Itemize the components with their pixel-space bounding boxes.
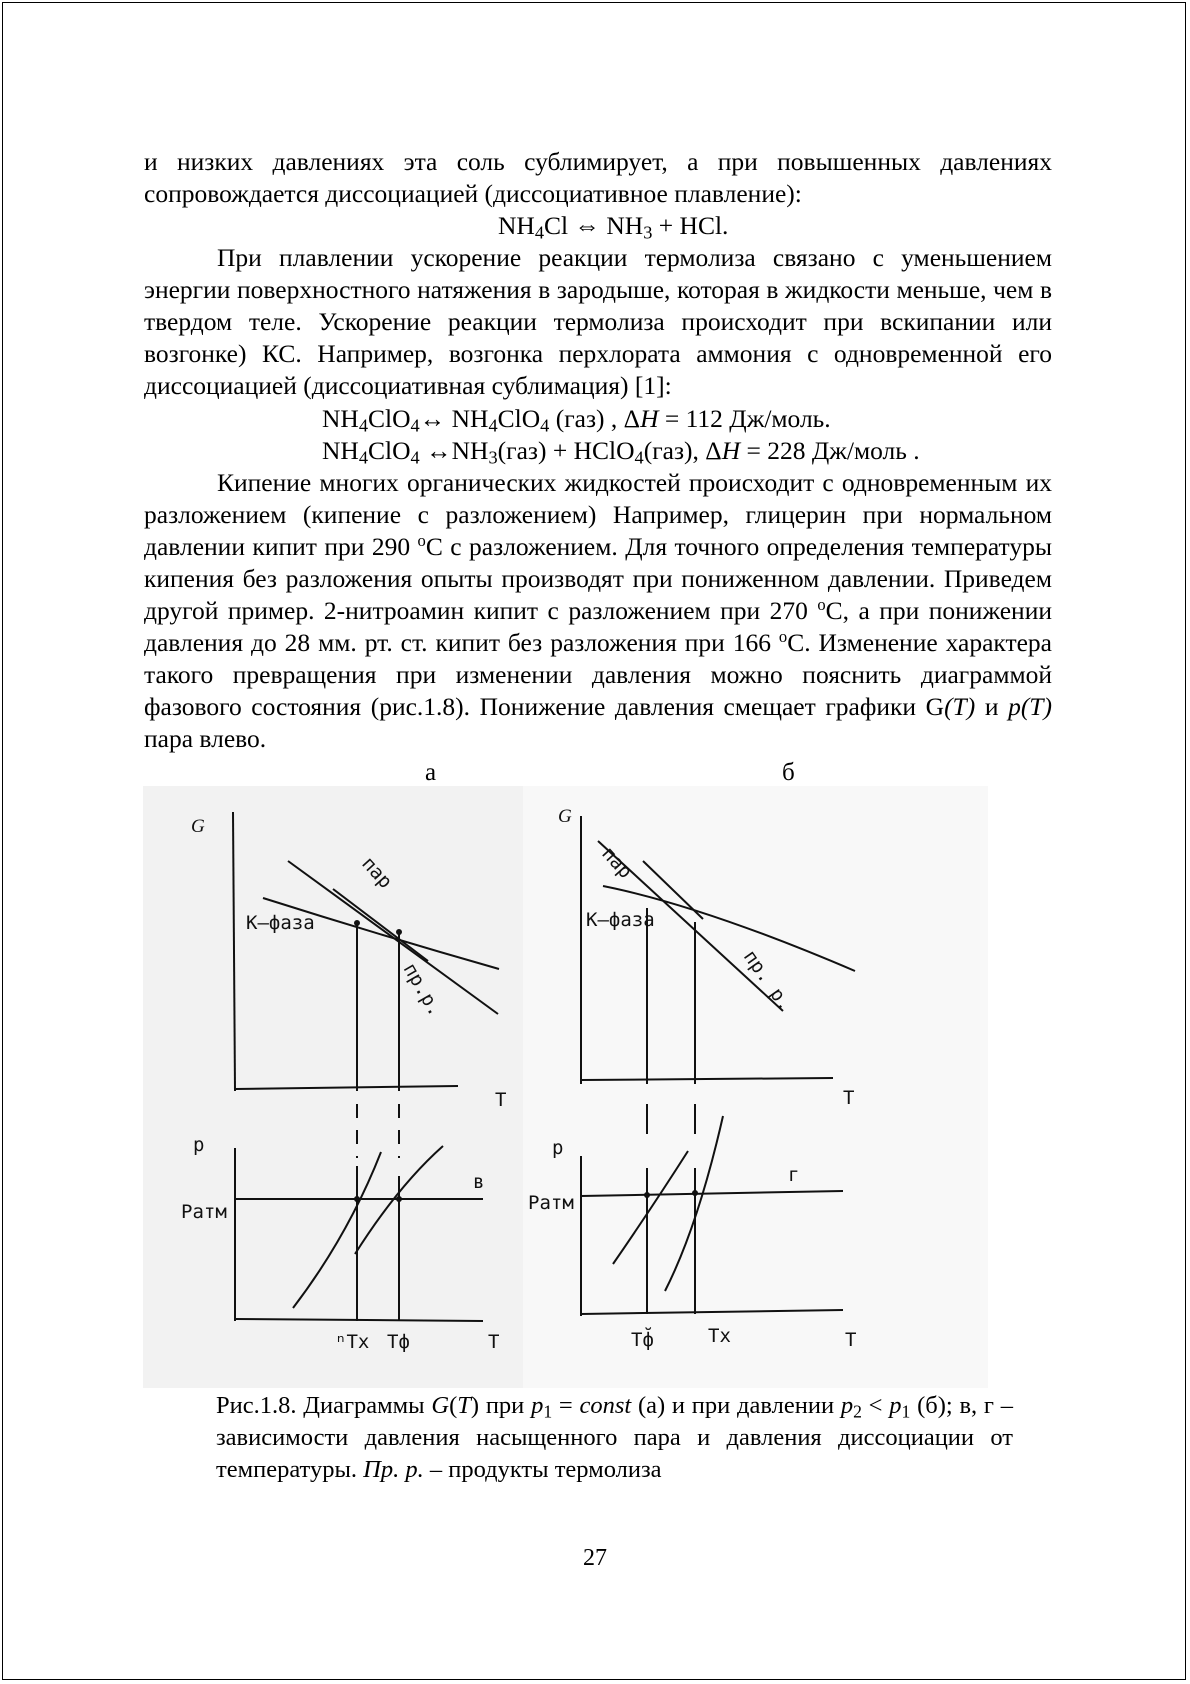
products-label-a: пр.р.: [398, 959, 447, 1021]
phase-diagram-figure: [143, 786, 988, 1388]
p-curve-1-v: [293, 1152, 381, 1308]
figure-label-b: б: [782, 759, 795, 786]
k-phase-label-b: К–фаза: [586, 909, 655, 931]
text-italic: p(T): [1008, 692, 1052, 721]
figure-label-a: а: [425, 759, 437, 786]
paragraph-3: [144, 467, 1052, 755]
t-axis-label-b: T: [843, 1087, 855, 1109]
intersection-point: [644, 1192, 650, 1198]
formula-sub: 4: [358, 415, 369, 436]
formula-sub: 4: [410, 415, 420, 436]
text-run: С. Изменение характера такого превращения при изменении давления можно пояснить диаграммой фазового состояния (рис.1.8). Понижение давления смещает графики G: [144, 628, 1052, 721]
caption-italic: p: [840, 1392, 854, 1419]
caption-run: (: [449, 1392, 458, 1419]
text-run: Кипение многих органических жидкостей происходит с одновременным их разложением (кипение с разложением) Например, глицерин при нормальном давлении кипит при 290: [144, 468, 1052, 561]
page-number: 27: [583, 1545, 607, 1571]
formula-part: Cl: [544, 211, 575, 240]
formula-part: ↔NH: [419, 436, 489, 465]
p-atm-line-g: [581, 1191, 843, 1196]
tx-label-g: Tх: [708, 1325, 731, 1347]
vapor-line-a: [288, 861, 498, 1014]
formula-part: (газ) , Δ: [549, 404, 641, 433]
caption-italic: p: [531, 1392, 544, 1419]
formula-part: NH: [600, 211, 644, 240]
caption-run: <: [861, 1392, 890, 1419]
formula-sub: 4: [410, 447, 420, 468]
formula-sub: 4: [358, 447, 369, 468]
caption-run: (б); в, г – зависимости давления насыщенного пара и давления диссоциации от температуры.: [216, 1392, 1013, 1483]
formula-part: NH: [322, 436, 359, 465]
caption-run: Рис.1.8. Диаграммы: [216, 1392, 432, 1419]
caption-run: ) при: [470, 1392, 532, 1419]
formula-part: NH: [322, 404, 359, 433]
caption-italic: const: [579, 1392, 632, 1419]
intersection-point: [692, 1190, 698, 1196]
caption-sub: 1: [901, 1401, 911, 1422]
formula-part: ClO: [497, 404, 541, 433]
formula-sub: 4: [488, 415, 498, 436]
text-run: С, а при понижении давления до 28 мм. рт. ст. кипит без разложения при 166: [144, 596, 1052, 657]
vapor-label-a: пар: [357, 852, 397, 893]
degree-sign: o: [817, 594, 826, 614]
p-axis-label-v: p: [193, 1134, 205, 1156]
formula-sub: 3: [488, 447, 498, 468]
formula-italic: H: [640, 404, 659, 433]
formula-part: + HCl.: [652, 211, 729, 240]
formula-sublimation: [322, 403, 831, 435]
tx-label-v: ⁿTх: [335, 1331, 370, 1353]
p-atm-label-v: Pатм: [181, 1201, 227, 1223]
formula-sub: 4: [634, 447, 644, 468]
paragraph-2: [144, 242, 1052, 402]
caption-run: =: [552, 1392, 580, 1419]
t-axis-v: [235, 1319, 483, 1321]
panel-label-g: г: [788, 1164, 800, 1186]
g-axis-label-b: G: [558, 806, 572, 827]
formula-nh4cl: [498, 210, 728, 242]
t-axis-g: [581, 1310, 843, 1314]
formula-dissociation: [322, 435, 920, 467]
vapor-label-b: пар: [597, 842, 637, 883]
formula-part: NH: [498, 211, 535, 240]
paragraph-1: [144, 146, 1052, 210]
formula-part: ↔ NH: [419, 404, 489, 433]
formula-sub: 3: [643, 222, 653, 243]
p-curve-1-g: [613, 1151, 688, 1264]
intersection-point: [396, 929, 402, 935]
caption-run: – продукты термолиза: [423, 1456, 662, 1483]
formula-part: = 228 Дж/моль .: [740, 436, 920, 465]
formula-part: = 112 Дж/моль.: [658, 404, 831, 433]
formula-sub: 4: [540, 415, 550, 436]
paragraph-text: и низких давлениях эта соль сублимирует, а при повышенных давлениях сопровождается диссоциацией (диссоциативное плавление):: [144, 147, 1052, 208]
caption-run: (а) и при давлении: [631, 1392, 841, 1419]
caption-italic: p: [889, 1392, 902, 1419]
t-axis-label-a: T: [495, 1089, 507, 1111]
p-atm-label-g: Pатм: [528, 1192, 574, 1214]
caption-sub: 1: [543, 1401, 553, 1422]
caption-italic: G: [431, 1392, 450, 1419]
intersection-point: [354, 920, 360, 926]
intersection-point: [396, 1196, 402, 1202]
p-axis-label-g: p: [552, 1137, 564, 1159]
k-phase-label-a: К–фаза: [246, 912, 315, 934]
formula-part: (газ) + HClO: [497, 436, 635, 465]
tf-label-v: Tф: [387, 1331, 410, 1353]
formula-italic: H: [721, 436, 741, 465]
document-page: [2, 2, 1186, 1680]
g-axis-a: [233, 812, 235, 1091]
text-run: и: [975, 692, 1009, 721]
degree-sign: o: [417, 530, 426, 550]
text-run: пара влево.: [144, 724, 267, 753]
t-axis-a: [235, 1086, 458, 1089]
products-label-b: пр. р.: [738, 946, 797, 1016]
figure-caption: [216, 1390, 1013, 1486]
formula-sub: 4: [534, 222, 545, 243]
text-run: С с разложением. Для точного определения температуры кипения без разложения опыты производят при пониженном давлении. Приведем другой пример. 2-нитроамин кипит с разложением при 270: [144, 532, 1052, 625]
intersection-point: [354, 1196, 360, 1202]
caption-italic: Пр. р.: [363, 1456, 424, 1483]
text-italic: (T): [944, 692, 976, 721]
formula-part: ClO: [368, 404, 411, 433]
caption-italic: T: [457, 1392, 471, 1419]
formula-part: ClO: [368, 436, 411, 465]
t-axis-b: [581, 1078, 833, 1080]
t-axis-label-g: T: [845, 1329, 857, 1351]
equilibrium-arrow: ⇔: [574, 211, 600, 240]
formula-part: (газ), Δ: [643, 436, 722, 465]
panel-label-v: в: [473, 1171, 485, 1193]
paragraph-text: При плавлении ускорение реакции термолиза связано с уменьшением энергии поверхностного натяжения в зародыше, которая в жидкости меньше, чем в твердом теле. Ускорение реакции термолиза происходит при вскипании или возгонке) КС. Например, возгонка перхлората аммония с одновременной его диссоциацией (диссоциативная сублимация) [1]:: [144, 243, 1052, 400]
g-axis-label-a: G: [191, 816, 205, 837]
caption-sub: 2: [853, 1401, 862, 1422]
tf-label-g: Tф̆: [631, 1329, 654, 1351]
paragraph-text: [144, 467, 1052, 755]
degree-sign: o: [778, 626, 788, 646]
t-axis-label-v: T: [488, 1331, 500, 1353]
